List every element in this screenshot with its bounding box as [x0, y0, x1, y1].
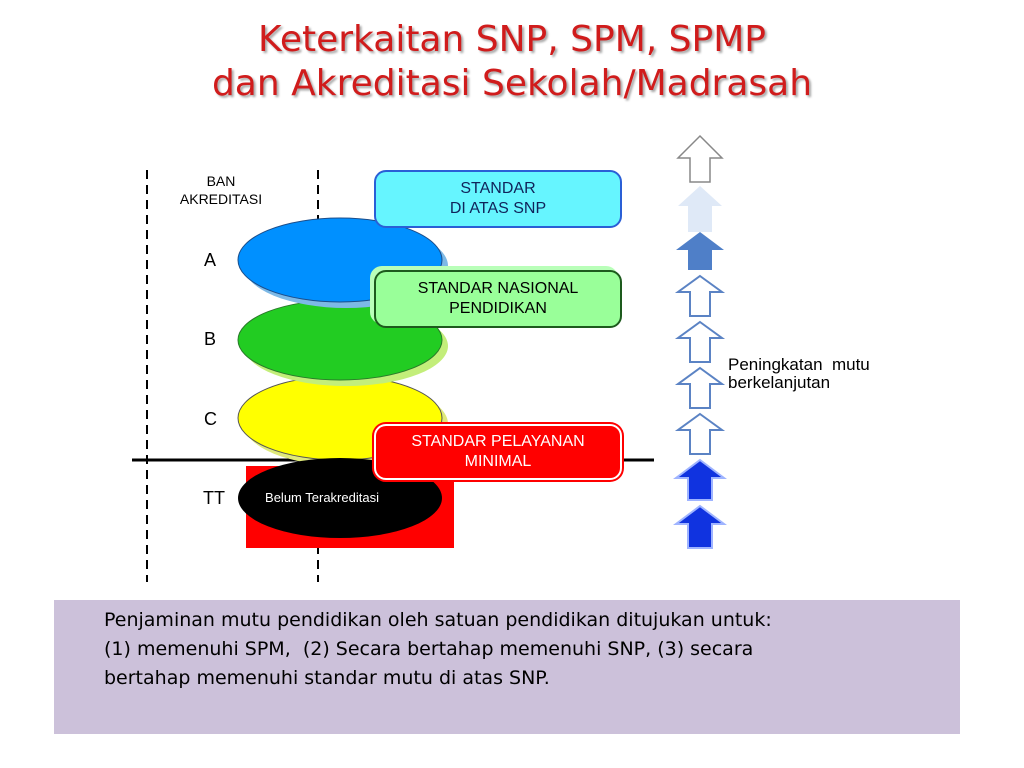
spm-line-2: MINIMAL [464, 453, 532, 470]
belum-terakreditasi-label: Belum Terakreditasi [265, 490, 379, 505]
up-arrow-7-icon [678, 414, 722, 454]
up-arrow-6-icon [678, 368, 722, 408]
info-panel [54, 600, 960, 734]
grade-a-label: A [204, 250, 217, 270]
info-line-2: (1) memenuhi SPM, (2) Secara bertahap memenuhi SNP, (3) secara [104, 638, 754, 660]
up-arrow-4-icon [678, 276, 722, 316]
peningkatan-line-2: berkelanjutan [728, 373, 831, 392]
info-line-3: bertahap memenuhi standar mutu di atas SNP. [104, 667, 550, 689]
snp-line-1: STANDAR NASIONAL [417, 280, 579, 297]
ban-line-1: BAN [206, 173, 236, 189]
up-arrow-2-icon [678, 186, 722, 232]
info-line-1: Penjaminan mutu pendidikan oleh satuan pendidikan ditujukan untuk: [104, 609, 772, 631]
grade-c-label: C [204, 409, 217, 429]
standar-di-atas-snp-box [374, 170, 622, 228]
grade-b-label: B [204, 329, 217, 349]
ban-line-2: AKREDITASI [179, 191, 263, 207]
up-arrow-3-icon [676, 232, 724, 270]
peningkatan-mutu-label [728, 356, 918, 392]
ban-akreditasi-label [166, 172, 276, 208]
up-arrow-1-icon [678, 136, 722, 182]
spm-line-1: STANDAR PELAYANAN [411, 433, 585, 450]
atas-line-1: STANDAR [460, 180, 536, 197]
title-line-2: dan Akreditasi Sekolah/Madrasah [211, 63, 813, 104]
up-arrow-5-icon [678, 322, 722, 362]
up-arrow-9-icon [676, 506, 724, 548]
peningkatan-line-1: Peningkatan mutu [728, 355, 870, 374]
snp-line-2: PENDIDIKAN [449, 300, 547, 317]
grade-tt-label: TT [203, 488, 225, 508]
standar-nasional-pendidikan-box [374, 270, 622, 328]
standar-pelayanan-minimal-box [374, 424, 622, 480]
up-arrow-8-icon [676, 460, 724, 500]
atas-line-2: DI ATAS SNP [449, 200, 547, 217]
title-line-1: Keterkaitan SNP, SPM, SPMP [258, 19, 766, 60]
